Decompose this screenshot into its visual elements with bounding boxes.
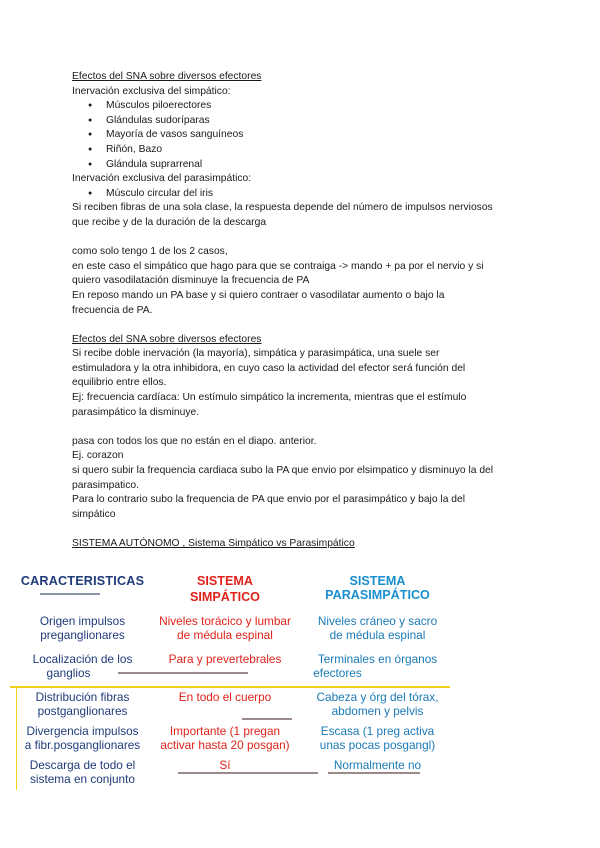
row4-col3-l2: unas pocas posgangl) (319, 738, 436, 752)
paragraph: Ej: frecuencia cardíaca: Un estímulo simpático la incrementa, mientras que el estímulo (72, 392, 467, 404)
row4-col1-l1: Divergencia impulsos (26, 724, 139, 738)
row3-col1-l1: Distribución fibras (35, 690, 130, 704)
paragraph: simpático (72, 508, 116, 520)
paragraph: quiero vasodilatación disminuye la frecuencia de PA (72, 275, 310, 287)
tiny-note (328, 772, 420, 774)
header-parasimpatico-l2: PARASIMPÁTICO (325, 588, 430, 602)
paragraph: Si reciben fibras de una sola clase, la respuesta depende del número de impulsos nerviosos (72, 202, 493, 214)
row2-col1-l2: ganglios (46, 666, 91, 680)
row-divider (10, 686, 450, 688)
notes-body (72, 70, 532, 552)
row2-col1-l1: Localización de los (32, 652, 133, 666)
parasympathetic-list (72, 187, 532, 202)
paragraph: En reposo mando un PA base y si quiero contraer o vasodilatar aumento o bajo la (72, 289, 445, 301)
paragraph: Inervación exclusiva del simpático: (72, 85, 231, 97)
row3-col3-l2: abdomen y pelvis (331, 704, 424, 718)
list-item: ● Glándulas sudoríparas (106, 114, 532, 129)
paragraph: Para lo contrario subo la frequencia de PA que envio por el parasimpático y bajo la del (72, 494, 466, 506)
row5-col1-l1: Descarga de todo el (29, 758, 136, 772)
list-item: ● Músculos piloerectores (106, 99, 532, 114)
paragraph: parasimpático la disminuye. (72, 406, 200, 418)
paragraph: equilibrio entre ellos. (72, 377, 167, 389)
paragraph: Ej. corazon (72, 450, 124, 462)
tiny-note (178, 772, 318, 774)
header-caracteristicas: CARACTERISTICAS (20, 574, 145, 588)
row4-col1-l2: a fibr.posganglionares (24, 738, 141, 752)
row3-col3-l1: Cabeza y órg del tórax, (316, 690, 439, 704)
row1-col2-l1: Niveles torácico y lumbar (159, 614, 291, 628)
tiny-note (242, 718, 292, 720)
sympathetic-list (72, 99, 532, 172)
header-simpatico-l2: SIMPÁTICO (190, 590, 260, 604)
paragraph: que recibe y de la duración de la descarga (72, 216, 267, 228)
row2-col3-l1: Terminales en órganos (317, 652, 438, 666)
row1-col3-l2: de médula espinal (329, 628, 426, 642)
paragraph: pasa con todos los que no están en el diapo. anterior. (72, 435, 317, 447)
row5-col3-l1: Normalmente no (333, 758, 422, 772)
list-item: ● Riñón, Bazo (106, 143, 532, 158)
row1-col1-l1: Origen impulsos (39, 614, 126, 628)
paragraph: como solo tengo 1 de los 2 casos, (72, 246, 228, 258)
paragraph: frecuencia de PA. (72, 304, 153, 316)
row2-col2-l1: Para y prevertebrales (168, 652, 282, 666)
row2-col3-l2: efectores (313, 666, 362, 680)
paragraph: si quero subir la frequencia cardiaca subo la PA que envio por elsimpatico y disminuyo la del (72, 465, 494, 477)
comparison-table-image (10, 566, 450, 790)
paragraph: Inervación exclusiva del parasimpático: (72, 173, 252, 185)
row5-col1-l2: sistema en conjunto (30, 772, 135, 786)
paragraph: parasimpatico. (72, 479, 139, 491)
tiny-note (118, 672, 248, 674)
header-subtext (40, 593, 100, 595)
section-heading: Efectos del SNA sobre diversos efectores (72, 71, 262, 82)
list-item: ● Mayoría de vasos sanguíneos (106, 128, 532, 143)
row4-col2-l2: activar hasta 20 posgan) (160, 738, 290, 752)
row1-col2-l2: de médula espinal (177, 628, 273, 642)
section-heading: SISTEMA AUTÓNOMO , Sistema Simpático vs Parasimpático (72, 538, 355, 549)
row5-col2-l1: Sí (219, 758, 231, 772)
row1-col3-l1: Niveles cráneo y sacro (317, 614, 438, 628)
row3-col1-l2: postganglionares (37, 704, 128, 718)
header-simpatico-l1: SISTEMA (197, 574, 253, 588)
paragraph: en este caso el simpático que hago para que se contraiga -> mando + pa por el nervio y si (72, 260, 484, 272)
row4-col3-l1: Escasa (1 preg activa (320, 724, 435, 738)
row4-col2-l1: Importante (1 pregan (169, 724, 281, 738)
paragraph: Si recibe doble inervación (la mayoría), simpática y parasimpática, una suele ser (72, 348, 440, 360)
header-parasimpatico-l1: SISTEMA (349, 574, 406, 588)
section-heading: Efectos del SNA sobre diversos efectores (72, 333, 262, 345)
list-item: ● Glándula suprarrenal (106, 158, 532, 173)
list-item: ● Músculo circular del iris (106, 187, 532, 202)
row1-col1-l2: preganglionares (40, 628, 125, 642)
row3-col2-l1: En todo el cuerpo (178, 690, 272, 704)
paragraph: estimuladora y la otra inhibidora, en cuyo caso la actividad del efector será función del (72, 362, 466, 374)
